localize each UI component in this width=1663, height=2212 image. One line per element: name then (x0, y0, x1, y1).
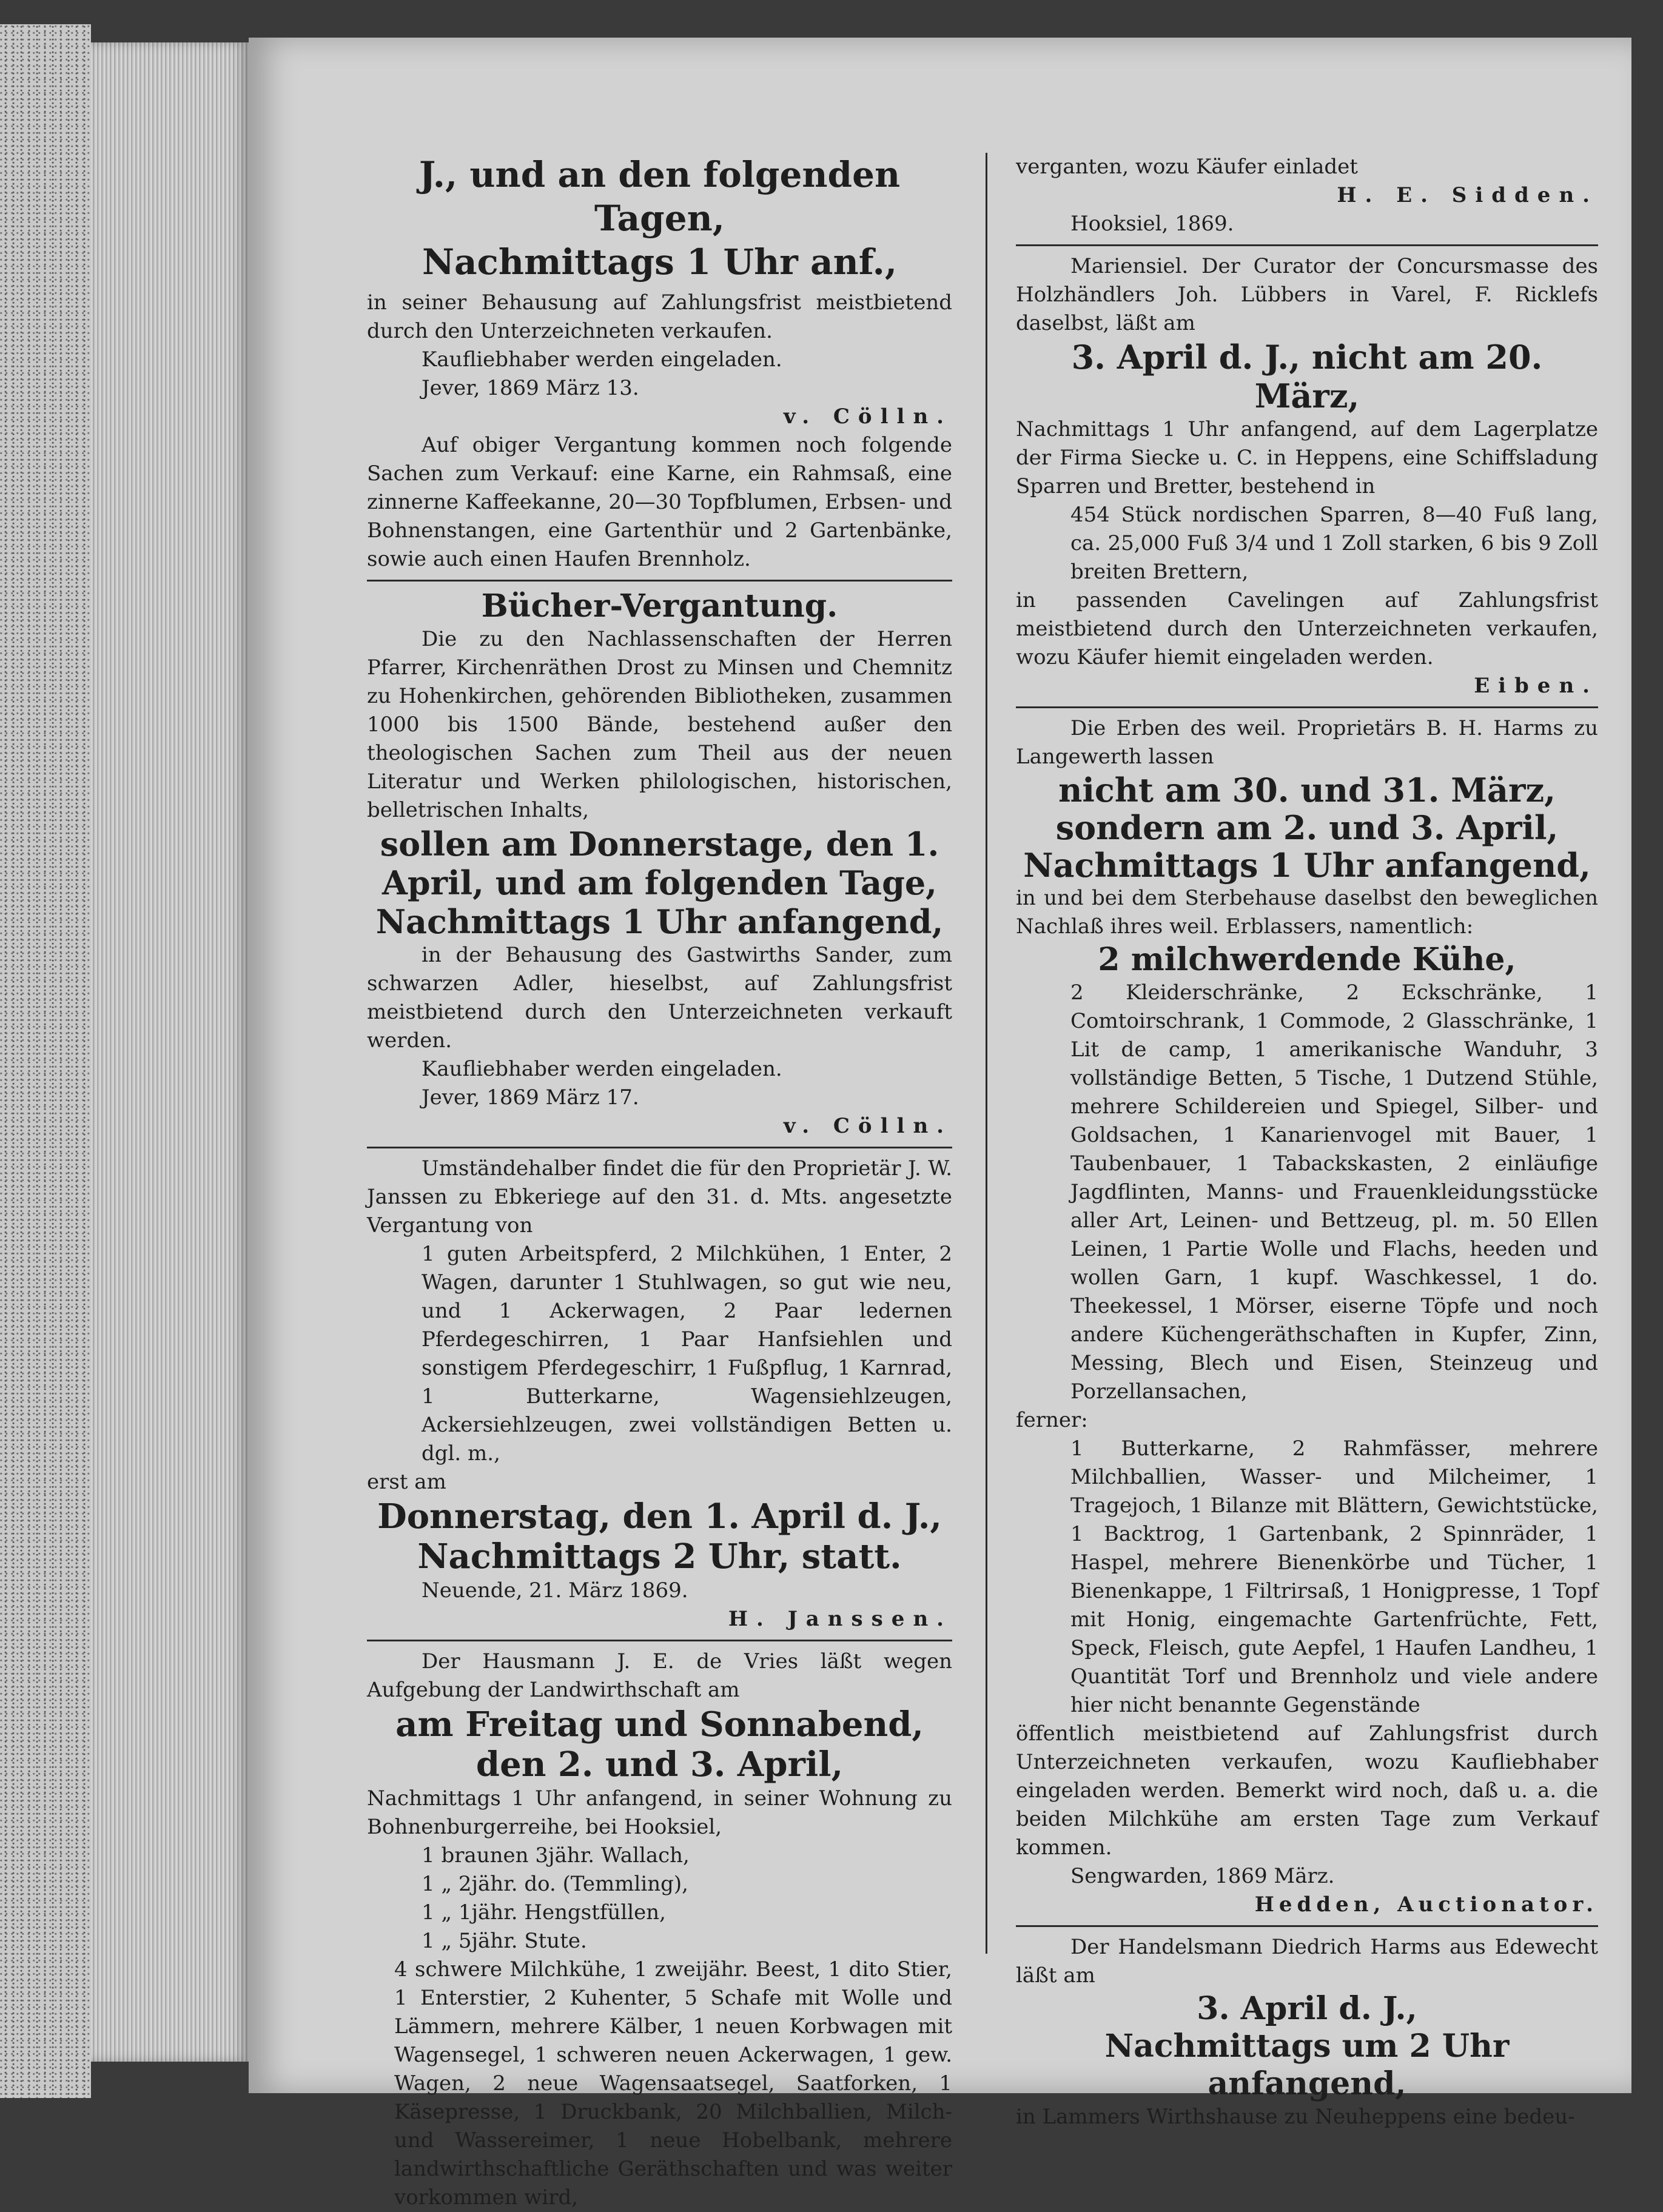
newspaper-page (249, 38, 1631, 2210)
notice-text: Die zu den Nachlassenschaften der Herren Pfarrer, Kirchenräthen Drost zu Minsen und Chemnitz zu Hohenkirchen, gehörenden Bibliotheken, zusammen 1000 bis 1500 Bände, bestehend außer den theologischen Sachen zum Theil aus der neuen Literatur und Werken philologischen, historischen, belletrischen Inhalts, (367, 627, 952, 822)
notice-harms-estate (1016, 714, 1598, 1919)
notice-date: Sengwarden, 1869 März. (1070, 1864, 1335, 1888)
notice-text: 2 Kleiderschränke, 2 Eckschränke, 1 Comtoirschrank, 1 Commode, 2 Glasschränke, 1 Lit de camp, 1 amerikanische Wanduhr, 3 vollständige Betten, 5 Tische, 1 Dutzend Stühle, mehrere Schildereien und Spiegel, Silber- und Goldsachen, 1 Kanarienvogel mit Bauer, 1 Taubenbauer, 1 Tabackskasten, 2 einläufige Jagdflinten, Manns- und Frauenkleidungsstücke aller Art, Leinen- und Bettzeug, pl. m. 50 Ellen Leinen, 1 Partie Wolle und Flachs, heeden und wollen Garn, 1 kupf. Waschkessel, 1 do. Theekessel, 1 Mörser, eiserne Töpfe und noch andere Küchengeräthschaften in Kupfer, Zinn, Messing, Blech und Eisen, Steinzeug und Porzellansachen, (1070, 980, 1598, 1404)
list-item: 1 „ 1jähr. Hengstfüllen, (422, 1900, 666, 1925)
page-edges (91, 42, 249, 2062)
notice-text: verganten, wozu Käufer einladet (1016, 155, 1358, 179)
notice-text: Der Handelsmann Diedrich Harms aus Edewecht läßt am (1016, 1935, 1598, 1988)
column-divider (986, 153, 987, 1954)
notice-text: 454 Stück nordischen Sparren, 8—40 Fuß lang, ca. 25,000 Fuß 3/4 und 1 Zoll starken, 6 bis 9 Zoll breiten Brettern, (1070, 503, 1598, 584)
notice-text: Kaufliebhaber werden eingeladen. (422, 1057, 782, 1081)
notice-headline: Donnerstag, den 1. April d. J., Nachmittags 2 Uhr, statt. (377, 1496, 942, 1577)
notice-headline: Nachmittags um 2 Uhr anfangend, (1104, 2028, 1510, 2102)
notice-text: 1 guten Arbeitspferd, 2 Milchkühen, 1 Enter, 2 Wagen, darunter 1 Stuhlwagen, so gut wie neu, und 1 Ackerwagen, 2 Paar ledernen Pferdegeschirren, 1 Paar Hanfsiehlen und sonstigem Pferdegeschirr, 1 Fußpflug, 1 Karnrad, 1 Butterkarne, Wagensiehlzeugen, Ackersiehlzeugen, zwei vollständigen Betten u. dgl. m., (422, 1242, 952, 1466)
notice-auction-coelln-1 (367, 153, 952, 574)
notice-headline: 2 milchwerdende Kühe, (1098, 941, 1516, 978)
list-item: 1 „ 5jähr. Stute. (422, 1929, 587, 1953)
section-divider (367, 580, 952, 581)
notice-sidden (1016, 153, 1598, 238)
notice-text: ferner: (1016, 1408, 1088, 1432)
notice-text: in Lammers Wirthshause zu Neuheppens eine bedeu- (1016, 2105, 1575, 2129)
notice-date: Jever, 1869 März 17. (422, 1085, 639, 1110)
notice-text: Mariensiel. Der Curator der Concursmasse des Holzhändlers Joh. Lübbers in Varel, F. Ricklefs daselbst, läßt am (1016, 254, 1598, 335)
notice-headline: 3. April d. J., (1197, 1990, 1417, 2027)
notice-text: Der Hausmann J. E. de Vries läßt wegen Aufgebung der Landwirthschaft am (367, 1649, 952, 1702)
notice-signature: v. Cölln. (783, 1114, 952, 1138)
notice-book-auction (367, 588, 952, 1141)
left-column (367, 153, 952, 2212)
notice-janssen-auction (367, 1155, 952, 1634)
notice-text: Auf obiger Vergantung kommen noch folgende Sachen zum Verkauf: eine Karne, ein Rahmsaß, eine zinnerne Kaffeekanne, 20—30 Topfblumen, Erbsen- und Bohnenstangen, eine Gartenthür und 2 Gartenbänke, sowie auch einen Haufen Brennholz. (367, 433, 953, 571)
section-divider (367, 1640, 952, 1641)
right-column (1016, 153, 1598, 2131)
section-divider (367, 1147, 952, 1148)
notice-date: Hooksiel, 1869. (1070, 212, 1234, 236)
notice-signature: H. Janssen. (728, 1607, 952, 1631)
notice-text: 4 schwere Milchkühe, 1 zweijähr. Beest, 1 dito Stier, 1 Enterstier, 2 Kuhenter, 5 Schafe mit Wolle und Lämmern, mehrere Kälber, 1 neuen Korbwagen mit Wagensegel, 1 schweren neuen Ackerwagen, 1 gew. Wagen, 2 neue Wagensaatsegel, Saatforken, 1 Käsepresse, 1 Druckbank, 20 Milchballien, Milch- und Wassereimer, 1 neue Hobelbank, mehrere landwirthschaftliche Geräthschaften und was weiter vorkommen wird, (394, 1957, 952, 2210)
notice-title: Bücher-Vergantung. (481, 588, 838, 625)
notice-text: Die Erben des weil. Proprietärs B. H. Harms zu Langewerth lassen (1016, 716, 1598, 769)
notice-devries-auction (367, 1647, 952, 2212)
notice-signature: Hedden, Auctionator. (1254, 1892, 1598, 1917)
notice-headline: sollen am Donnerstage, den 1. April, und am folgenden Tage, Nachmittags 1 Uhr anfangend, (375, 825, 944, 941)
notice-text: in und bei dem Sterbehause daselbst den beweglichen Nachlaß ihres weil. Erblassers, namentlich: (1016, 886, 1598, 939)
notice-text: Nachmittags 1 Uhr anfangend, auf dem Lagerplatze der Firma Siecke u. C. in Heppens, eine Schiffsladung Sparren und Bretter, bestehend in (1016, 417, 1598, 498)
notice-date: Neuende, 21. März 1869. (422, 1578, 688, 1603)
book-binding (0, 24, 91, 2098)
section-divider (1016, 244, 1598, 246)
notice-mariensiel (1016, 252, 1598, 700)
list-item: 1 „ 2jähr. do. (Temmling), (422, 1872, 688, 1896)
notice-signature: Eiben. (1474, 674, 1598, 698)
notice-text: erst am (367, 1470, 446, 1494)
notice-text: öffentlich meistbietend auf Zahlungsfrist durch Unterzeichneten verkaufen, wozu Kaufliebhaber eingeladen werden. Bemerkt wird noch, daß u. a. die beiden Milchkühe am ersten Tage zum Verkauf kommen. (1016, 1721, 1598, 1860)
notice-date: Jever, 1869 März 13. (422, 376, 639, 400)
notice-headline: 3. April d. J., nicht am 20. März, (1071, 338, 1543, 415)
section-divider (1016, 1925, 1598, 1927)
list-item: 1 braunen 3jähr. Wallach, (422, 1843, 690, 1868)
notice-text: in seiner Behausung auf Zahlungsfrist meistbietend durch den Unterzeichneten verkaufen. (367, 290, 952, 343)
section-divider (1016, 706, 1598, 708)
notice-text: Umständehalber findet die für den Proprietär J. W. Janssen zu Ebkeriege auf den 31. d. Mts. angesetzte Vergantung von (367, 1156, 952, 1238)
notice-diedrich-harms (1016, 1933, 1598, 2131)
notice-headline: nicht am 30. und 31. März, sondern am 2. und 3. April, Nachmittags 1 Uhr anfangend, (1023, 771, 1591, 885)
notice-headline: J., und an den folgenden Tagen, (418, 154, 901, 239)
notice-text: 1 Butterkarne, 2 Rahmfässer, mehrere Milchballien, Wasser- und Milcheimer, 1 Tragejoch, 1 Bilanze mit Blättern, Gewichtstücke, 1 Backtrog, 1 Gartenbank, 2 Spinnräder, 1 Haspel, mehrere Bienenkörbe und Tücher, 1 Bienenkappe, 1 Filtrirsaß, 1 Honigpresse, 1 Topf mit Honig, eingemachte Gartenfrüchte, Fett, Speck, Fleisch, gute Aepfel, 1 Haufen Landheu, 1 Quantität Torf und Brennholz und viele andere hier nicht benannte Gegenstände (1070, 1436, 1598, 1717)
notice-text: Kaufliebhaber werden eingeladen. (422, 347, 782, 372)
notice-headline: am Freitag und Sonnabend, den 2. und 3. April, (395, 1704, 924, 1785)
notice-signature: v. Cölln. (783, 404, 952, 429)
notice-text: Nachmittags 1 Uhr anfangend, in seiner Wohnung zu Bohnenburgerreihe, bei Hooksiel, (367, 1786, 952, 1839)
notice-headline: Nachmittags 1 Uhr anf., (422, 241, 898, 283)
notice-text: in der Behausung des Gastwirths Sander, zum schwarzen Adler, hieselbst, auf Zahlungsfrist meistbietend durch den Unterzeichneten verkauft werden. (367, 943, 952, 1053)
notice-text: in passenden Cavelingen auf Zahlungsfrist meistbietend durch den Unterzeichneten verkaufen, wozu Käufer hiemit eingeladen werden. (1016, 588, 1598, 669)
notice-signature: H. E. Sidden. (1337, 183, 1598, 207)
